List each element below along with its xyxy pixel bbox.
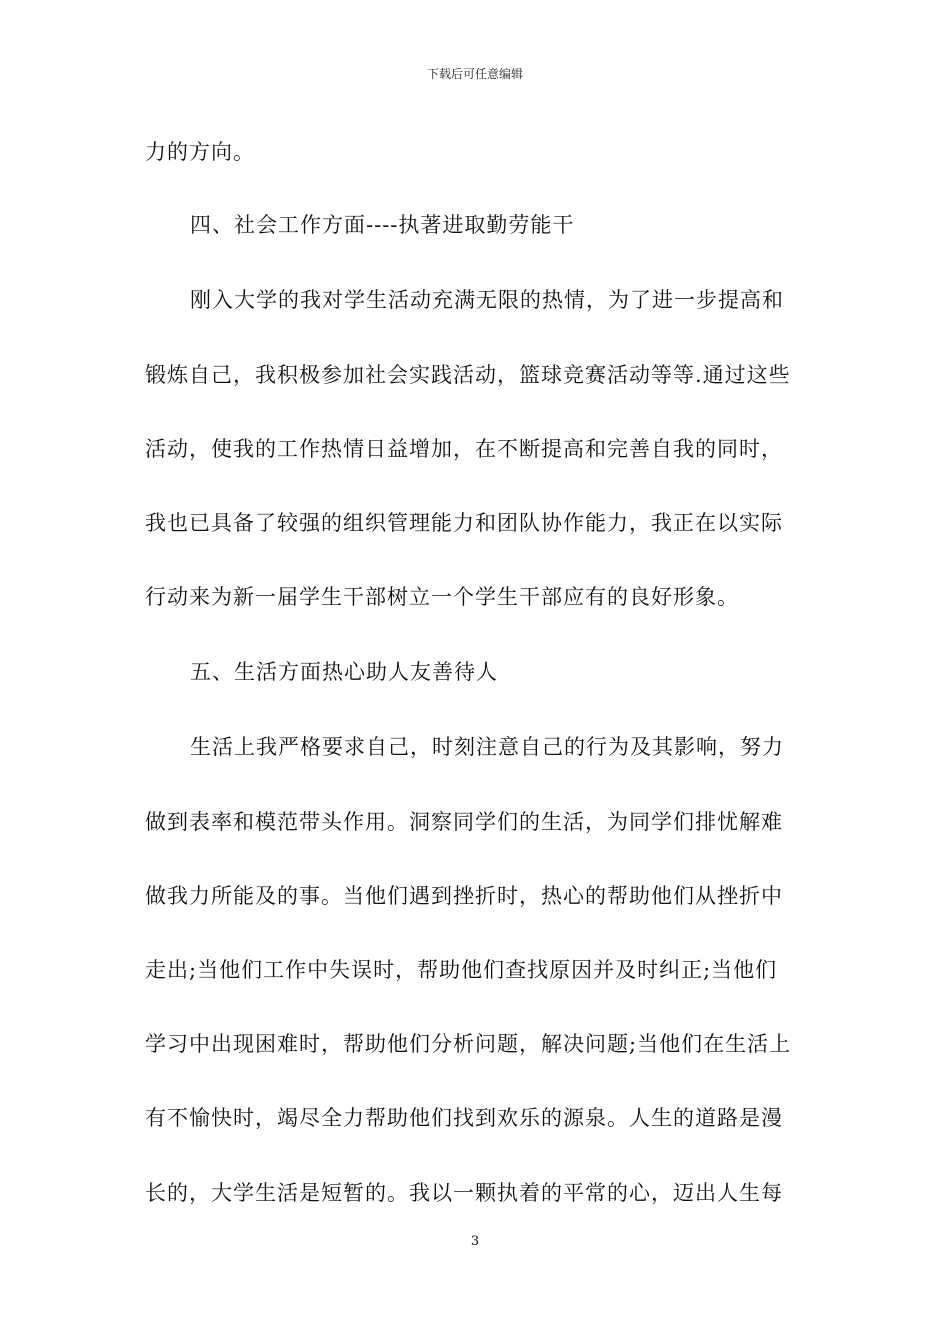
page-header: 下载后可任意编辑 [426,67,523,81]
body-line: 有不愉快时，竭尽全力帮助他们找到欢乐的源泉。人生的道路是漫 [145,1106,783,1130]
body-line: 走出;当他们工作中失误时，帮助他们查找原因并及时纠正;当他们 [145,958,778,982]
section-heading: 四、社会工作方面----执著进取勤劳能干 [190,213,575,237]
body-line: 长的，大学生活是短暂的。我以一颗执着的平常的心，迈出人生每 [145,1181,783,1205]
section-heading: 五、生活方面热心助人友善待人 [190,660,498,684]
body-line: 力的方向。 [145,140,255,164]
body-line: 锻炼自己，我积极参加社会实践活动，篮球竞赛活动等等.通过这些 [145,363,791,387]
body-line: 学习中出现困难时，帮助他们分析问题，解决问题;当他们在生活上 [145,1032,792,1056]
body-line: 刚入大学的我对学生活动充满无限的热情，为了进一步提高和 [190,288,784,312]
page-number: 3 [470,1234,480,1249]
body-line: 做到表率和模范带头作用。洞察同学们的生活，为同学们排忧解难 [145,810,783,834]
body-line: 行动来为新一届学生干部树立一个学生干部应有的良好形象。 [145,585,739,609]
body-line: 活动，使我的工作热情日益增加，在不断提高和完善自我的同时， [145,437,783,461]
body-line: 我也已具备了较强的组织管理能力和团队协作能力，我正在以实际 [145,511,783,535]
body-line: 做我力所能及的事。当他们遇到挫折时，热心的帮助他们从挫折中 [145,884,783,908]
body-line: 生活上我严格要求自己，时刻注意自己的行为及其影响，努力 [190,735,784,759]
